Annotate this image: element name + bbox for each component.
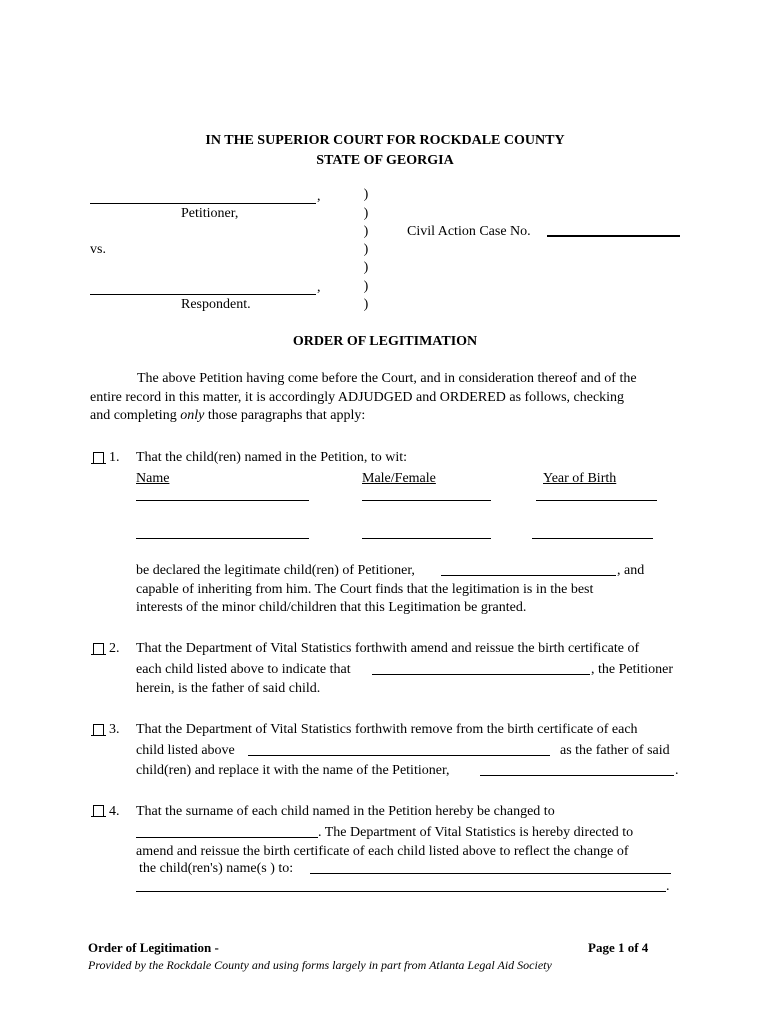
child-1-birth-line[interactable]: [536, 500, 657, 501]
case-no-label: Civil Action Case No.: [407, 224, 531, 239]
item-4-line-1: That the surname of each child named in the Petition hereby be changed to: [136, 804, 555, 819]
col-header-sex: Male/Female: [362, 471, 436, 486]
removed-name-line[interactable]: [248, 755, 550, 756]
respondent-comma: ,: [317, 280, 321, 295]
caption-paren: ): [363, 206, 369, 221]
item-3-line-3: child(ren) and replace it with the name of the Petitioner,: [136, 763, 450, 778]
order-title: ORDER OF LEGITIMATION: [292, 334, 478, 349]
item-2-line-3: herein, is the father of said child.: [136, 681, 321, 696]
item-2-line-1: That the Department of Vital Statistics forthwith amend and reissue the birth certificate of: [136, 641, 640, 656]
emphasis-only: only: [180, 408, 205, 423]
child-2-birth-line[interactable]: [532, 538, 653, 539]
new-names-line-2[interactable]: [136, 891, 666, 892]
footer-provided-by: Provided by the Rockdale County and using forms largely in part from Atlanta Legal Aid Society: [88, 958, 552, 972]
respondent-label: Respondent.: [181, 297, 251, 312]
item-1-cont-line-1: be declared the legitimate child(ren) of Petitioner,: [136, 563, 415, 578]
col-header-name: Name: [136, 471, 170, 486]
item-3-line-2: child listed above: [136, 743, 235, 758]
footer-doc-title: Order of Legitimation -: [88, 940, 219, 955]
caption-paren: ): [363, 242, 369, 257]
caption-paren: ): [363, 279, 369, 294]
item-1-number: 1.: [109, 450, 120, 465]
item-3-line-2-end: as the father of said: [560, 743, 670, 758]
item-4-line-3: amend and reissue the birth certificate of each child listed above to reflect the change of: [136, 844, 629, 859]
child-1-name-line[interactable]: [136, 500, 309, 501]
new-names-line-1[interactable]: [310, 873, 671, 874]
item-3-checkbox-underline: [91, 735, 106, 736]
child-1-sex-line[interactable]: [362, 500, 491, 501]
petitioner-fill-line[interactable]: [441, 575, 616, 576]
item-3-number: 3.: [109, 722, 120, 737]
item-1-checkbox-underline: [91, 463, 106, 464]
petitioner-replace-line[interactable]: [480, 775, 674, 776]
item-2-line-2-end: , the Petitioner: [591, 662, 674, 677]
vs-label: vs.: [90, 242, 106, 257]
caption-paren: ): [363, 187, 369, 202]
item-4-checkbox-underline: [91, 816, 106, 817]
item-1-cont-line-1-end: , and: [617, 563, 645, 578]
item-4-number: 4.: [109, 804, 120, 819]
item-3-line-1: That the Department of Vital Statistics forthwith remove from the birth certificate of each: [136, 722, 638, 737]
father-name-line[interactable]: [372, 674, 590, 675]
item-4-line-4: the child(ren's) name(s ) to:: [139, 861, 294, 876]
item-1-cont-line-3: interests of the minor child/children that this Legitimation be granted.: [136, 600, 527, 615]
petitioner-comma: ,: [317, 189, 321, 204]
petitioner-label: Petitioner,: [181, 206, 239, 221]
item-4-line-2: . The Department of Vital Statistics is hereby directed to: [318, 825, 634, 840]
intro-line-3: and completing only those paragraphs that apply:: [90, 408, 366, 423]
intro-line-2: entire record in this matter, it is accordingly ADJUDGED and ORDERED as follows, checking: [90, 390, 625, 405]
caption-paren: ): [363, 260, 369, 275]
child-2-name-line[interactable]: [136, 538, 309, 539]
caption-paren: ): [363, 297, 369, 312]
item-2-line-2: each child listed above to indicate that: [136, 662, 351, 677]
new-surname-line[interactable]: [136, 837, 318, 838]
item-1-text: That the child(ren) named in the Petition, to wit:: [136, 450, 407, 465]
item-4-line-5-end: .: [666, 879, 670, 894]
child-2-sex-line[interactable]: [362, 538, 491, 539]
item-1-cont-line-2: capable of inheriting from him. The Court finds that the legitimation is in the best: [136, 582, 594, 597]
col-header-birth: Year of Birth: [543, 471, 617, 486]
case-no-line[interactable]: [547, 235, 680, 237]
state-heading: STATE OF GEORGIA: [316, 153, 454, 168]
court-heading: IN THE SUPERIOR COURT FOR ROCKDALE COUNTY: [205, 133, 565, 148]
item-3-line-3-end: .: [675, 763, 679, 778]
intro-line-1: The above Petition having come before the Court, and in consideration thereof and of the: [137, 371, 637, 386]
item-2-checkbox-underline: [91, 654, 106, 655]
item-2-number: 2.: [109, 641, 120, 656]
caption-paren: ): [363, 224, 369, 239]
footer-page-number: Page 1 of 4: [588, 940, 649, 955]
